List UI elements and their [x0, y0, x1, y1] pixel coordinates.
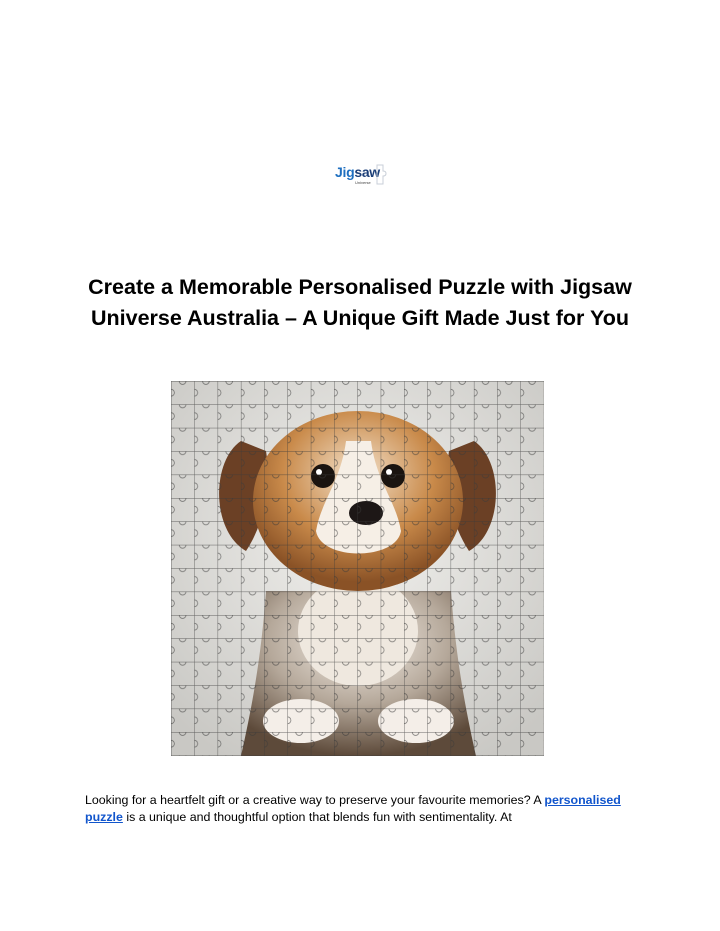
- site-logo[interactable]: [333, 160, 389, 190]
- intro-text-end: is a unique and thoughtful option that blends fun with sentimentality. At: [122, 809, 512, 824]
- logo-wordmark: Jigsaw: [335, 164, 380, 180]
- puppy-jigsaw-puzzle-image: [171, 381, 544, 756]
- intro-text-start: Looking for a heartfelt gift or a creative way to preserve your favourite memories? A: [85, 793, 545, 807]
- article-intro: [85, 792, 645, 825]
- article-title: Create a Memorable Personalised Puzzle with Jigsaw Universe Australia – A Unique Gift Made Just for You: [88, 275, 632, 330]
- puzzle-piece-icon: [375, 163, 387, 187]
- logo-subtext: Universe: [355, 180, 371, 185]
- personalised-puzzle-link[interactable]: personalised puzzle: [85, 793, 621, 824]
